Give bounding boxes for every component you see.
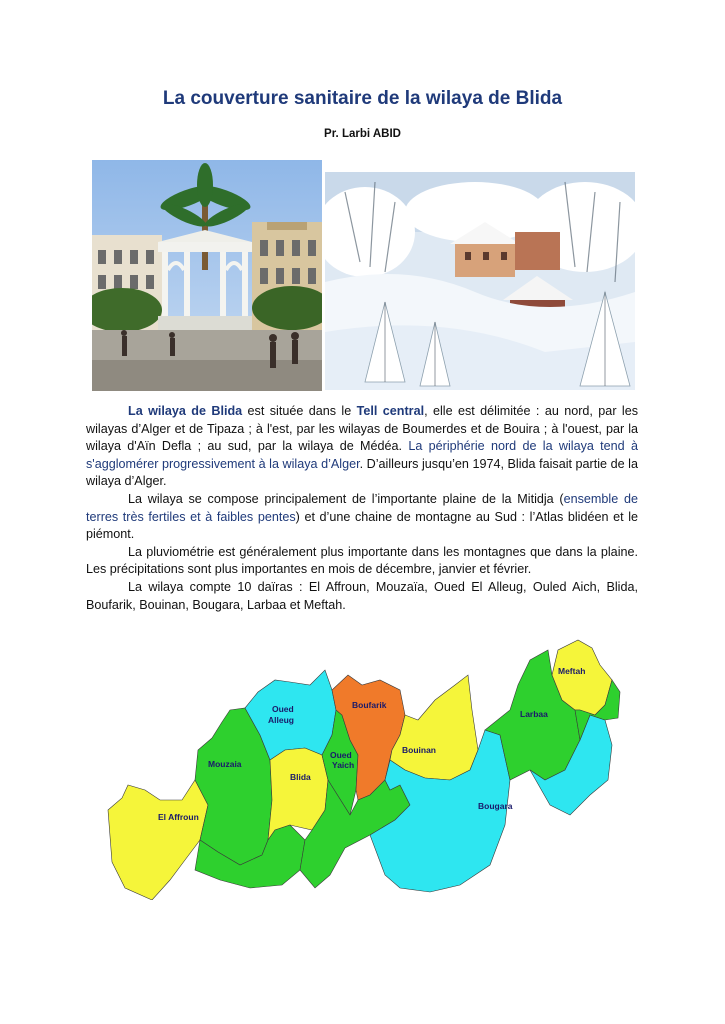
author-name: Pr. Larbi ABID	[324, 128, 401, 140]
text-span: . D’ailleurs jusqu’en 1974, Blida faisait partie de la wilaya d’Alger.	[86, 456, 638, 489]
label-mouzaia: Mouzaia	[208, 759, 242, 769]
mitidja-highlight: ensemble de terres très fertiles et à faibles pentes	[86, 491, 638, 524]
paragraph-2	[86, 491, 638, 544]
text-span: , elle est délimitée : au nord, par les wilayas d’Alger et de Tipaza ; à l'est, par les wilayas de Boumerdes et de Bouira ; à l'ouest, par la wilaya d'Aïn Defla ; au sud, par la wilaya de Médéa.	[86, 404, 638, 454]
label-boufarik: Boufarik	[352, 700, 387, 710]
wilaya-map	[100, 630, 640, 905]
paragraph-4: La wilaya compte 10 daïras : El Affroun, Mouzaïa, Oued El Alleug, Ouled Aich, Blida, Boufarik, Bouinan, Bougara, Larbaa et Meftah.	[86, 579, 638, 612]
label-larbaa: Larbaa	[520, 709, 548, 719]
snowy-village-photo	[325, 172, 635, 390]
text-span: est située dans le	[242, 404, 357, 418]
periphery-highlight: La périphérie nord de la wilaya tend à s'agglomérer progressivement à la wilaya d’Alger	[86, 439, 638, 471]
body-text	[86, 403, 638, 614]
city-square-photo	[92, 160, 322, 391]
paragraph-3: La pluviométrie est généralement plus importante dans les montagnes que dans la plaine. Les précipitations sont plus importantes en mois de décembre, janvier et février.	[86, 544, 638, 577]
label-meftah: Meftah	[558, 666, 586, 676]
label-ouled-yaich-1: Oued	[330, 750, 352, 760]
region-el-affroun	[108, 780, 208, 900]
label-el-affroun: El Affroun	[158, 812, 199, 822]
page-title: La couverture sanitaire de la wilaya de Blida	[162, 88, 563, 109]
label-blida: Blida	[290, 772, 311, 782]
region-bouinan	[390, 675, 478, 780]
label-oued-alleug-2: Alleug	[268, 715, 294, 725]
paragraph-1	[86, 403, 638, 491]
label-oued-alleug-1: Oued	[272, 704, 294, 714]
tell-central-highlight: Tell central	[356, 404, 425, 418]
label-ouled-yaich-2: Yaich	[332, 760, 355, 770]
text-span: La wilaya se compose principalement de l’importante plaine de la Mitidja (	[128, 491, 564, 506]
label-bougara: Bougara	[478, 801, 513, 811]
text-span: ) et d’une chaine de montagne au Sud : l’Atlas blidéen et le piémont.	[86, 509, 638, 542]
wilaya-name-highlight: La wilaya de Blida	[128, 404, 243, 418]
label-bouinan: Bouinan	[402, 745, 436, 755]
